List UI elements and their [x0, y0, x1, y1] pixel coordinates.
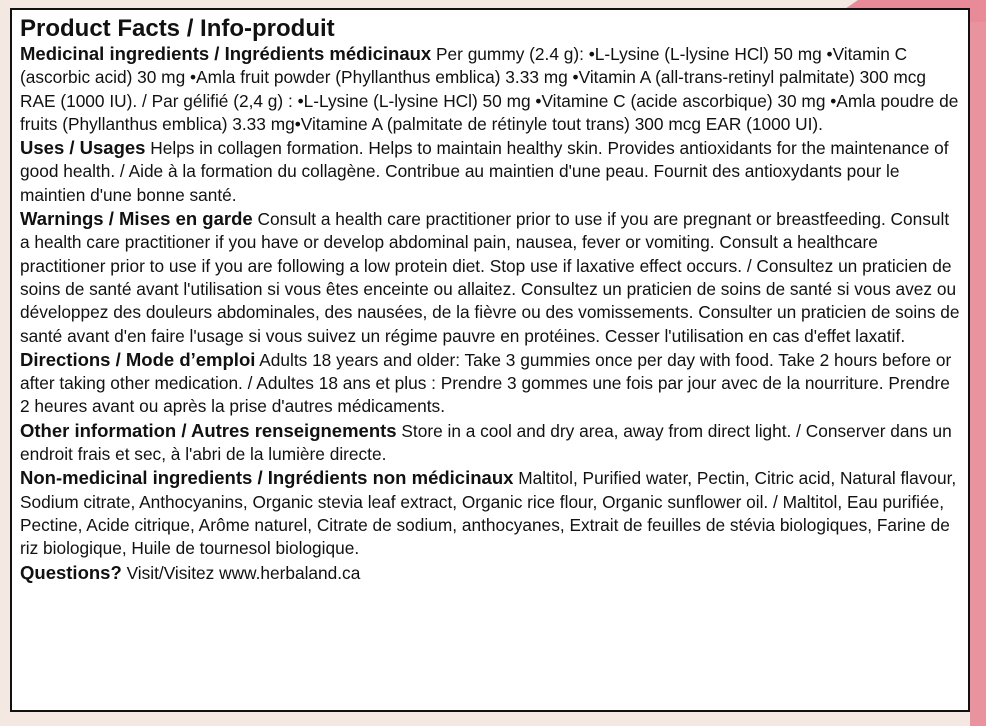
uses-heading: Uses / Usages — [20, 137, 146, 159]
other-information-section — [20, 419, 960, 467]
decorative-pink-edge — [970, 0, 986, 726]
directions-heading: Directions / Mode d’emploi — [20, 348, 256, 370]
panel-title: Product Facts / Info-produit — [20, 15, 335, 42]
questions-section — [20, 561, 960, 585]
uses-text: Helps in collagen formation. Helps to maintain healthy skin. Provides antioxidants for the maintenance of good health. / Aide à la formation du collagène. Contribue au maintien d'une peau. Fournit des antioxydants pour le maintien d'une bonne santé. — [20, 138, 949, 205]
medicinal-ingredients-heading: Medicinal ingredients / Ingrédients médicinaux — [20, 43, 432, 64]
medicinal-ingredients-text: Per gummy (2.4 g): •L-Lysine (L-lysine HCl) 50 mg •Vitamin C (ascorbic acid) 30 mg •Amla fruit powder (Phyllanthus emblica) 3.33 mg •Vitamin A (all-trans-retinyl palmitate) 300 mcg RAE (1000 IU). / Par gélifié (2,4 g) : •L-Lysine (L-lysine HCl) 50 mg •Vitamine C (acide ascorbique) 30 mg •Amla poudre de fruits (Phyllanthus emblica) 3.33 mg•Vitamine A (palmitate de rétinyle tout trans) 300 mcg EAR (1000 UI). — [20, 44, 959, 134]
non-medicinal-ingredients-text: Maltitol, Purified water, Pectin, Citric acid, Natural flavour, Sodium citrate, Anthocyanins, Organic stevia leaf extract, Organic rice flour, Organic sunflower oil. / Maltitol, Eau purifiée, Pectine, Acide citrique, Arôme naturel, Citrate de sodium, anthocyanes, Extrait de feuilles de stévia biologiques, Farine de riz biologique, Huile de tournesol biologique. — [20, 468, 957, 559]
warnings-text: Consult a health care practitioner prior to use if you are pregnant or breastfeeding. Consult a health care practitioner if you have or develop abdominal pain, nausea, fever or vomiting. Consult a healthcare practitioner prior to use if you are following a low protein diet. Stop use if laxative effect occurs. / Consultez un praticien de soins de santé avant l'utilisation si vous êtes enceinte ou allaitez. Consultez un praticien de soins de santé si vous avez ou développez des douleurs abdominales, des nausées, de la fièvre ou des vomissements. Consulter un praticien de soins de santé avant d'en faire l'usage si vous suivez un régime pauvre en protéines. Cesser l'utilisation en cas d'effet laxatif. — [20, 209, 960, 346]
uses-section — [20, 136, 960, 207]
non-medicinal-ingredients-section — [20, 466, 960, 560]
questions-text: Visit/Visitez www.herbaland.ca — [121, 562, 361, 583]
warnings-heading: Warnings / Mises en garde — [20, 208, 253, 230]
medicinal-ingredients-section — [20, 42, 960, 136]
product-facts-panel — [10, 8, 970, 712]
directions-section — [20, 348, 960, 419]
questions-heading: Questions? — [20, 561, 122, 583]
other-information-heading: Other information / Autres renseignements — [20, 419, 397, 441]
warnings-section — [20, 207, 960, 348]
non-medicinal-ingredients-heading: Non-medicinal ingredients / Ingrédients non médicinaux — [20, 467, 514, 489]
directions-text: Adults 18 years and older: Take 3 gummies once per day with food. Take 2 hours before or after taking other medication. / Adultes 18 ans et plus : Prendre 3 gommes une fois par jour avec de la nourriture. Prendre 2 heures avant ou après la prise d'autres médicaments. — [20, 349, 952, 417]
other-information-text: Store in a cool and dry area, away from direct light. / Conserver dans un endroit frais et sec, à l'abri de la lumière directe. — [20, 420, 952, 465]
